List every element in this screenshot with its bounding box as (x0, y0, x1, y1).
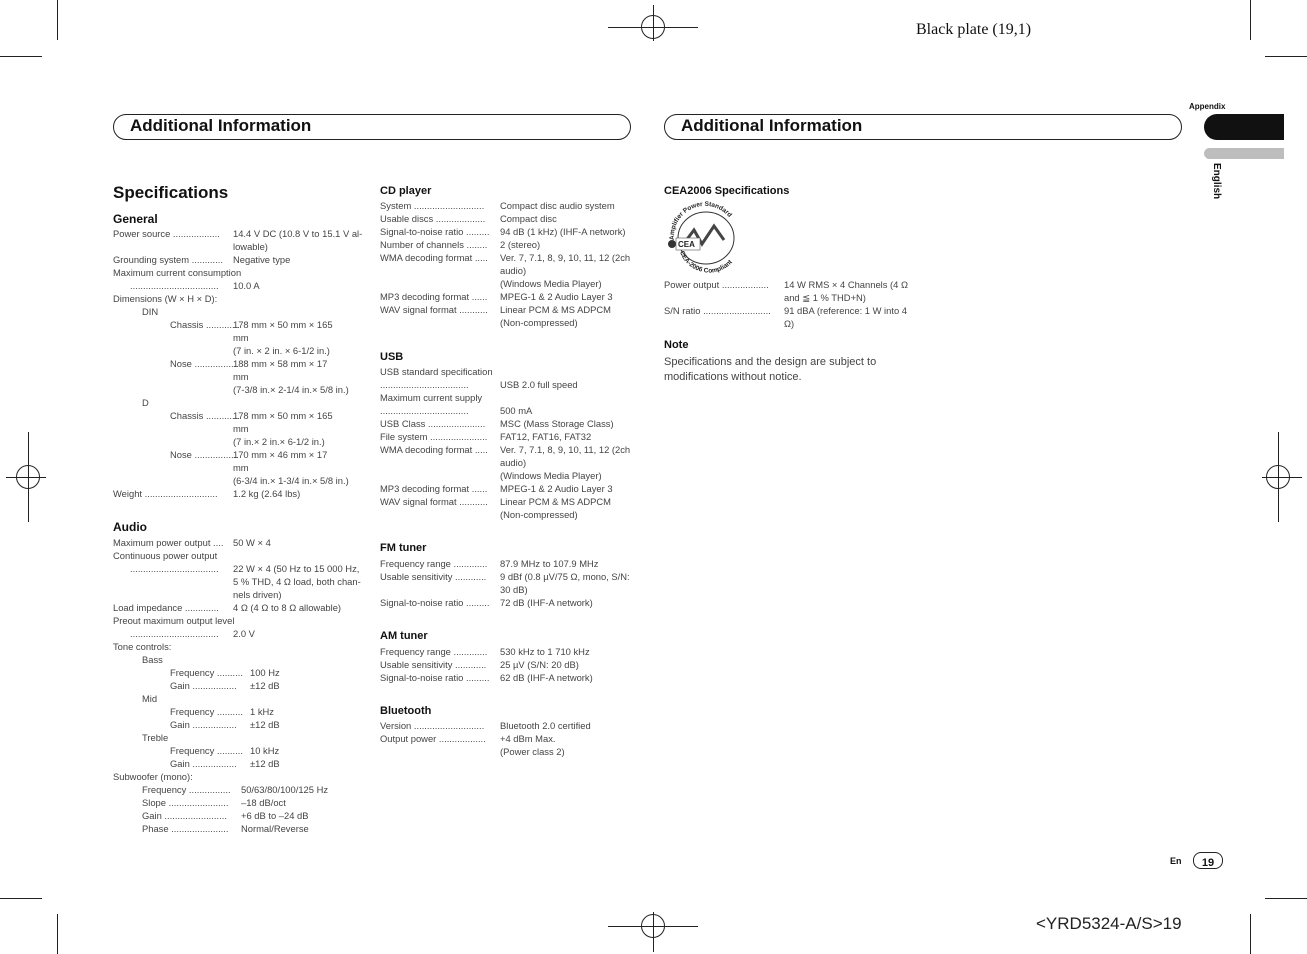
spec-label: WAV signal format ........... (380, 496, 488, 507)
spec-label: Maximum current consumption (113, 267, 242, 278)
spec-value: 10 kHz (250, 745, 280, 756)
side-tab-bar (1204, 148, 1284, 159)
spec-value: FAT12, FAT16, FAT32 (500, 431, 592, 442)
note-text-line1: Specifications and the design are subject to (664, 356, 877, 368)
side-tab-marker (1204, 114, 1284, 140)
spec-value: ±12 dB (250, 758, 280, 769)
spec-label: Power output .................. (664, 279, 769, 290)
spec-value: Compact disc (500, 213, 557, 224)
spec-value: 87.9 MHz to 107.9 MHz (500, 558, 599, 569)
spec-value: (7 in. × 2 in. × 6-1/2 in.) (233, 345, 330, 356)
spec-label: Signal-to-noise ratio ......... (380, 672, 490, 683)
spec-value: (Non-compressed) (500, 317, 578, 328)
spec-label: Tone controls: (113, 641, 172, 652)
svg-text:Amplifier Power Standard: Amplifier Power Standard (668, 200, 734, 241)
page-lang: En (1170, 856, 1182, 866)
spec-label: Output power .................. (380, 733, 486, 744)
spec-value: Normal/Reverse (241, 823, 309, 834)
spec-label: Nose ................. (170, 449, 239, 460)
spec-value: audio) (500, 457, 527, 468)
spec-value: 10.0 A (233, 280, 260, 291)
spec-value: Ω) (784, 318, 795, 329)
spec-label: Subwoofer (mono): (113, 771, 193, 782)
spec-value: (Non-compressed) (500, 509, 578, 520)
spec-value: 91 dBA (reference: 1 W into 4 (784, 305, 907, 316)
spec-label: WMA decoding format ..... (380, 444, 488, 455)
spec-value: lowable) (233, 241, 268, 252)
spec-value: nels driven) (233, 589, 282, 600)
spec-label: Maximum power output .... (113, 537, 224, 548)
svg-text:CEA: CEA (678, 240, 695, 249)
spec-value: 5 % THD, 4 Ω load, both chan- (233, 576, 361, 587)
spec-value: 14 W RMS × 4 Channels (4 Ω (784, 279, 908, 290)
spec-value: ±12 dB (250, 680, 280, 691)
spec-label: Chassis ............. (170, 410, 240, 421)
crop-mark (57, 914, 58, 954)
spec-value: 2.0 V (233, 628, 255, 639)
spec-value: 22 W × 4 (50 Hz to 15 000 Hz, (233, 563, 360, 574)
registration-mark (641, 15, 665, 39)
spec-value: (Windows Media Player) (500, 470, 602, 481)
spec-label: D (142, 397, 149, 408)
spec-value: Linear PCM & MS ADPCM (500, 496, 611, 507)
spec-value: 50/63/80/100/125 Hz (241, 784, 329, 795)
spec-label: Preout maximum output level (113, 615, 235, 626)
note-title: Note (664, 339, 689, 351)
spec-value: (7-3/8 in.× 2-1/4 in.× 5/8 in.) (233, 384, 349, 395)
spec-label: Gain ................. (170, 758, 237, 769)
spec-label: Version ........................... (380, 720, 485, 731)
spec-value: +6 dB to –24 dB (241, 810, 309, 821)
spec-label: Power source .................. (113, 228, 220, 239)
spec-label: Signal-to-noise ratio ......... (380, 597, 490, 608)
spec-value: (Windows Media Player) (500, 278, 602, 289)
spec-label: Gain ................. (170, 719, 237, 730)
spec-label: Slope ....................... (142, 797, 229, 808)
registration-mark (16, 465, 40, 489)
section-header-right (664, 114, 1182, 140)
audio-title: Audio (113, 520, 147, 534)
spec-value: 178 mm × 50 mm × 165 (233, 319, 333, 330)
spec-value: audio) (500, 265, 527, 276)
spec-value: 72 dB (IHF-A network) (500, 597, 593, 608)
spec-label: MP3 decoding format ...... (380, 291, 488, 302)
spec-value: Ver. 7, 7.1, 8, 9, 10, 11, 12 (2ch (500, 444, 631, 455)
spec-value: Negative type (233, 254, 291, 265)
spec-value: mm (233, 462, 249, 473)
spec-label: Mid (142, 693, 158, 704)
note-text-line2: modifications without notice. (664, 371, 802, 383)
spec-label: Usable discs ................... (380, 213, 486, 224)
crop-mark (1265, 56, 1307, 57)
spec-label: .................................. (380, 379, 469, 390)
spec-label: Bass (142, 654, 163, 665)
spec-label: Maximum current supply (380, 392, 483, 403)
bluetooth-title: Bluetooth (380, 705, 432, 717)
spec-value: Bluetooth 2.0 certified (500, 720, 591, 731)
spec-value: 1 kHz (250, 706, 274, 717)
spec-value: (7 in.× 2 in.× 6-1/2 in.) (233, 436, 325, 447)
section-header-title: Additional Information (681, 116, 863, 135)
page-number-badge (1193, 852, 1223, 869)
spec-label: Usable sensitivity ............ (380, 571, 487, 582)
plate-label: Black plate (19,1) (916, 21, 1032, 38)
spec-label: Frequency .......... (170, 706, 243, 717)
spec-value: USB 2.0 full speed (500, 379, 578, 390)
spec-value: 178 mm × 50 mm × 165 (233, 410, 333, 421)
spec-label: Usable sensitivity ............ (380, 659, 487, 670)
spec-label: Number of channels ........ (380, 239, 488, 250)
crop-mark (1265, 898, 1307, 899)
side-tab-language: English (1211, 163, 1222, 200)
spec-value: MPEG-1 & 2 Audio Layer 3 (500, 291, 613, 302)
registration-mark (641, 914, 665, 938)
spec-value: 25 µV (S/N: 20 dB) (500, 659, 579, 670)
crop-mark (57, 0, 58, 40)
usb-title: USB (380, 351, 404, 363)
spec-label: Weight ............................ (113, 488, 218, 499)
spec-label: Continuous power output (113, 550, 218, 561)
spec-label: Gain ................. (170, 680, 237, 691)
spec-value: 1.2 kg (2.64 lbs) (233, 488, 301, 499)
spec-label: USB Class ...................... (380, 418, 486, 429)
spec-label: Chassis ............. (170, 319, 240, 330)
spec-label: Frequency range ............. (380, 558, 488, 569)
spec-value: 188 mm × 58 mm × 17 (233, 358, 328, 369)
spec-label: USB standard specification (380, 366, 493, 377)
spec-value: 2 (stereo) (500, 239, 541, 250)
spec-label: DIN (142, 306, 159, 317)
cea2006-title: CEA2006 Specifications (664, 185, 790, 197)
spec-value: 30 dB) (500, 584, 528, 595)
spec-label: WMA decoding format ..... (380, 252, 488, 263)
spec-value: 14.4 V DC (10.8 V to 15.1 V al- (233, 228, 363, 239)
spec-value: 9 dBf (0.8 µV/75 Ω, mono, S/N: (500, 571, 630, 582)
spec-label: File system ...................... (380, 431, 488, 442)
spec-label: Phase ...................... (142, 823, 229, 834)
spec-label: Dimensions (W × H × D): (113, 293, 218, 304)
crop-mark (0, 898, 42, 899)
spec-label: Frequency range ............. (380, 646, 488, 657)
general-title: General (113, 212, 158, 226)
page-title: Specifications (113, 183, 229, 202)
page-number: 19 (1201, 857, 1215, 869)
crop-mark (1250, 0, 1251, 40)
spec-label: Frequency ................ (142, 784, 231, 795)
spec-label: Treble (142, 732, 169, 743)
spec-value: 62 dB (IHF-A network) (500, 672, 593, 683)
spec-label: .................................. (130, 280, 219, 291)
spec-label: S/N ratio .......................... (664, 305, 771, 316)
spec-value: 100 Hz (250, 667, 280, 678)
side-tab-section: Appendix (1189, 102, 1226, 111)
spec-label: Nose ................. (170, 358, 239, 369)
spec-label: Signal-to-noise ratio ......... (380, 226, 490, 237)
spec-value: 4 Ω (4 Ω to 8 Ω allowable) (233, 602, 342, 613)
spec-value: mm (233, 332, 249, 343)
spec-value: ±12 dB (250, 719, 280, 730)
spec-value: 50 W × 4 (233, 537, 271, 548)
fm-tuner-title: FM tuner (380, 542, 427, 554)
spec-value: MPEG-1 & 2 Audio Layer 3 (500, 483, 613, 494)
spec-value: Compact disc audio system (500, 200, 615, 211)
spec-value: Linear PCM & MS ADPCM (500, 304, 611, 315)
spec-label: Frequency .......... (170, 667, 243, 678)
spec-value: +4 dBm Max. (500, 733, 556, 744)
cd-player-title: CD player (380, 185, 432, 197)
spec-value: mm (233, 423, 249, 434)
spec-value: mm (233, 371, 249, 382)
spec-label: .................................. (130, 563, 219, 574)
spec-value: Ver. 7, 7.1, 8, 9, 10, 11, 12 (2ch (500, 252, 631, 263)
section-header-title: Additional Information (130, 116, 312, 135)
svg-text:CEA-2006 Compliant: CEA-2006 Compliant (678, 249, 734, 275)
spec-value: 170 mm × 46 mm × 17 (233, 449, 328, 460)
spec-value: (6-3/4 in.× 1-3/4 in.× 5/8 in.) (233, 475, 349, 486)
section-header-left (113, 114, 631, 140)
spec-label: WAV signal format ........... (380, 304, 488, 315)
registration-mark (1266, 465, 1290, 489)
am-tuner-title: AM tuner (380, 630, 428, 642)
spec-label: .................................. (130, 628, 219, 639)
spec-value: (Power class 2) (500, 746, 565, 757)
crop-mark (0, 56, 42, 57)
spec-label: Gain ........................ (142, 810, 227, 821)
spec-value: 500 mA (500, 405, 533, 416)
cea-compliant-logo (664, 200, 746, 276)
spec-label: Frequency .......... (170, 745, 243, 756)
spec-value: MSC (Mass Storage Class) (500, 418, 614, 429)
spec-label: MP3 decoding format ...... (380, 483, 488, 494)
spec-label: Grounding system ............ (113, 254, 223, 265)
spec-value: 530 kHz to 1 710 kHz (500, 646, 590, 657)
spec-label: .................................. (380, 405, 469, 416)
spec-label: System ........................... (380, 200, 485, 211)
spec-value: 94 dB (1 kHz) (IHF-A network) (500, 226, 626, 237)
crop-mark (1250, 914, 1251, 954)
spec-label: Load impedance ............. (113, 602, 219, 613)
spec-value: –18 dB/oct (241, 797, 286, 808)
spec-value: and ≦ 1 % THD+N) (784, 292, 866, 303)
footer-code: <YRD5324-A/S>19 (1036, 914, 1182, 933)
